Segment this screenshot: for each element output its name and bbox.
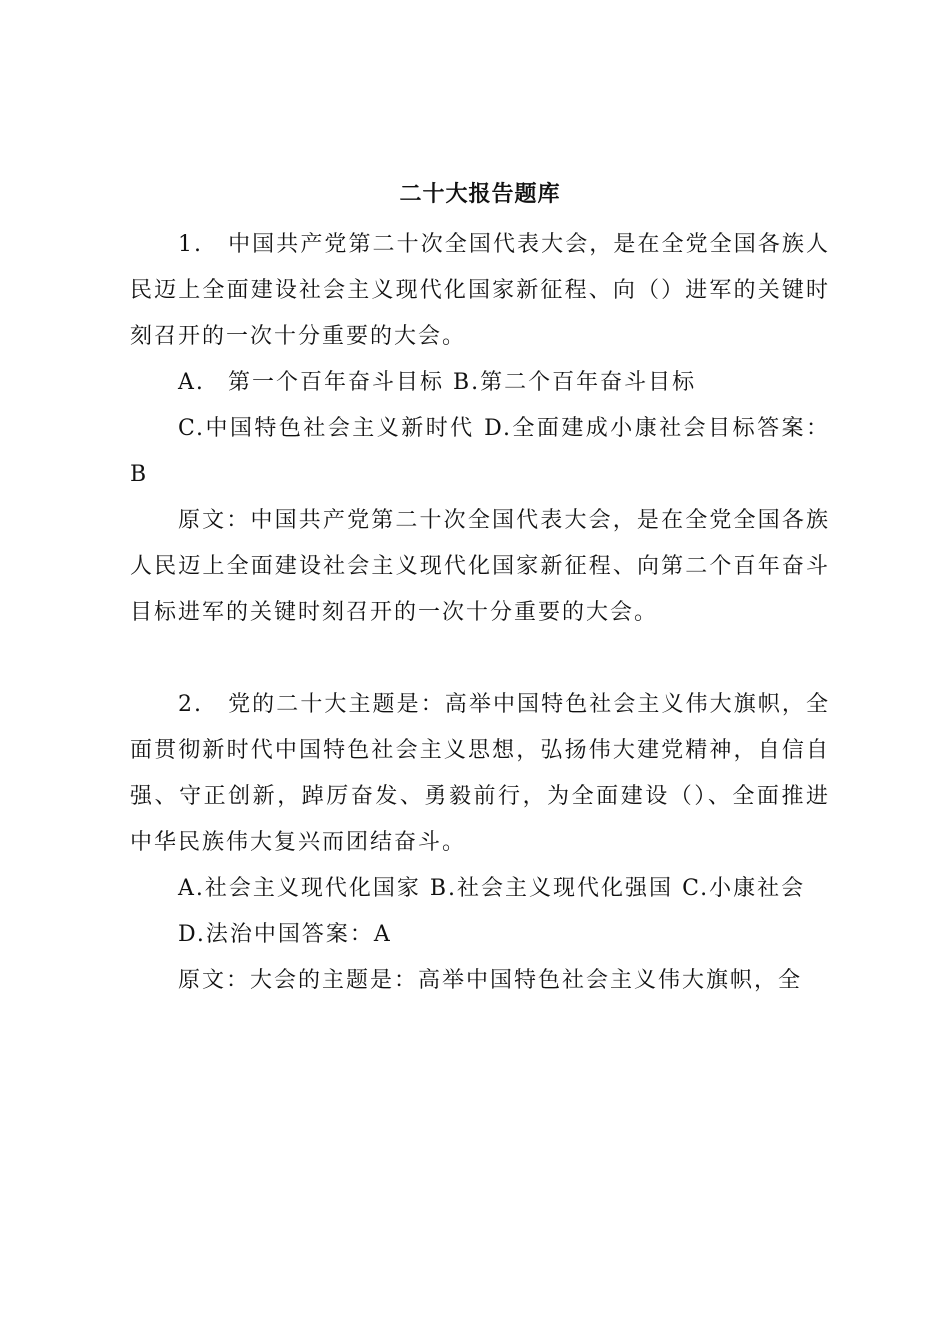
spacer — [130, 636, 830, 682]
question-1-number: 1. — [178, 232, 203, 257]
question-2-option-d-line — [130, 912, 830, 958]
question-2-option-c: C.小康社会 — [682, 876, 806, 901]
question-2-option-d: D.法治中国 — [178, 922, 302, 947]
document-page — [130, 160, 830, 1004]
question-2-stem — [130, 682, 830, 866]
page-title: 二十大报告题库 — [399, 181, 561, 207]
question-2-stem-text: 党的二十大主题是：高举中国特色社会主义伟大旗帜，全面贯彻新时代中国特色社会主义思想，弘扬伟大建党精神，自信自强、守正创新，踔厉奋发、勇毅前行，为全面建设（）、全面推进中华民族伟大复兴而团结奋斗。 — [130, 692, 830, 855]
question-2-option-b: B.社会主义现代化强国 — [429, 876, 674, 901]
question-1-stem — [130, 222, 830, 360]
question-1-stem-text: 中国共产党第二十次全国代表大会，是在全党全国各族人民迈上全面建设社会主义现代化国家新征程、向（）进军的关键时刻召开的一次十分重要的大会。 — [130, 232, 830, 349]
question-1-answer: 答案：B — [130, 416, 830, 487]
question-2-original: 原文：大会的主题是：高举中国特色社会主义伟大旗帜，全 — [178, 968, 803, 993]
question-1-option-c: C.中国特色社会主义新时代 — [178, 416, 475, 441]
question-2-options-abc — [130, 866, 830, 912]
question-1-options-cd — [130, 406, 830, 498]
question-1-original: 原文：中国共产党第二十次全国代表大会，是在全党全国各族人民迈上全面建设社会主义现代化国家新征程、向第二个百年奋斗目标进军的关键时刻召开的一次十分重要的大会。 — [130, 508, 830, 625]
question-2-number: 2. — [178, 692, 203, 717]
question-2-option-a: A.社会主义现代化国家 — [178, 876, 421, 901]
question-2-answer: 答案：A — [301, 922, 392, 947]
question-1-options-ab — [130, 360, 830, 406]
question-1-option-a-label: A. — [178, 370, 205, 395]
question-1-option-a: 第一个百年奋斗目标 — [228, 370, 445, 395]
question-1-option-d: D.全面建成小康社会目标 — [484, 416, 758, 441]
question-1-option-b: B.第二个百年奋斗目标 — [453, 370, 697, 395]
